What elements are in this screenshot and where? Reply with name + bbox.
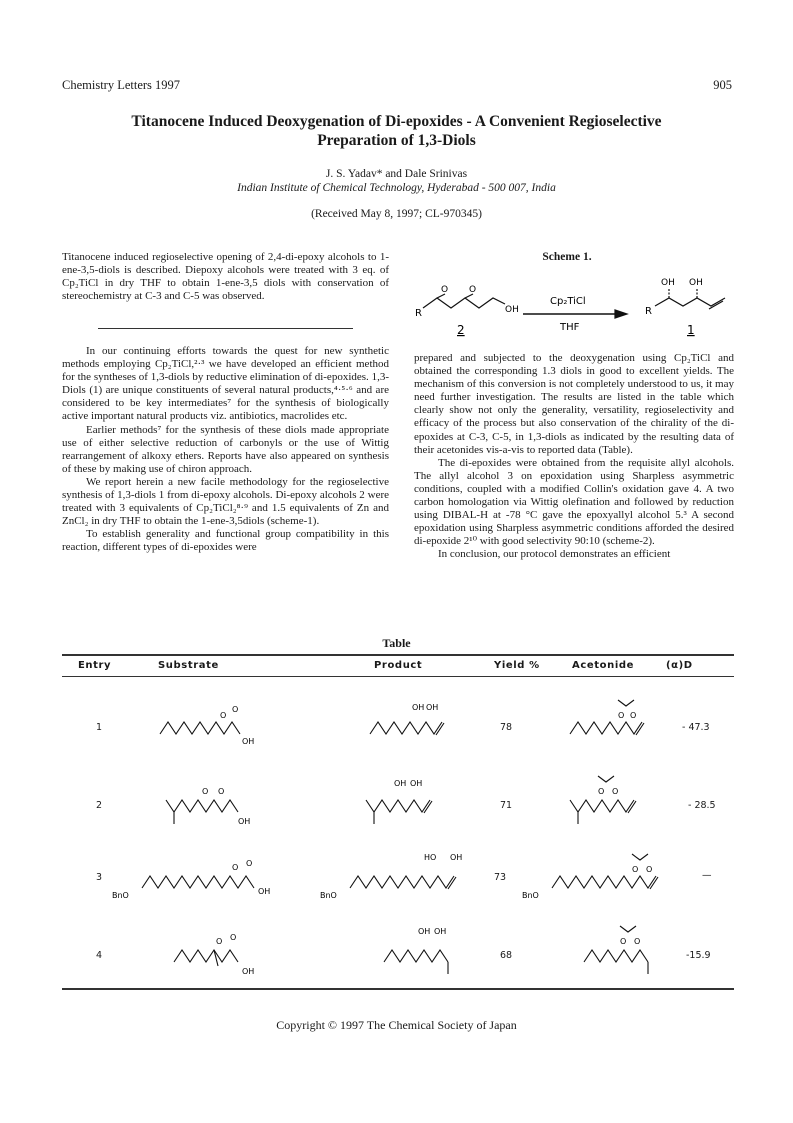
- table-row: [62, 850, 734, 910]
- svg-text:OH: OH: [418, 927, 431, 936]
- yield-value: 71: [500, 800, 513, 811]
- paragraph-results: prepared and subjected to the deoxygenation using Cp₂TiCl and obtained the corresponding 1.3 diols in good to excellent yields. The mechanism of this conversion is not completely understood to us, it may need further investigation. The results are listed in the table which clearly show not only the generality, versatility, regioselectivity and efficacy of the process but also conservation of the chirality of the di-epoxides at C-3, C-5, in 1,3-diols as indicated by the resulting data of their acetonides vis-a-vis to reported data (Table).: [414, 352, 734, 456]
- table-row: [62, 692, 734, 754]
- paragraph-preparation: The di-epoxides were obtained from the requisite allyl alcohols. The allyl alcohol 3 on epoxidation using Sharpless asymmetric conditions, coupled with a modified Collin's oxidation gave 4. A two carbon homologation via Wittig olefination and followed by reduction using DIBAL-H at -78 °C gave the epoxyallyl alcohol 5.³ A second epoxidation using Sharpless asymmetric conditions afforded the desired di-epoxide 2¹⁰ with good selectivity 90:10 (scheme-2).: [414, 456, 734, 548]
- abstract: [62, 251, 389, 303]
- paragraph-generality: To establish generality and functional group compatibility in this reaction, different types of di-epoxides were: [62, 528, 389, 554]
- svg-text:BnO: BnO: [522, 891, 539, 900]
- svg-text:OH: OH: [258, 887, 271, 896]
- table-title: Table: [382, 636, 411, 650]
- reagent-thf: THF: [560, 322, 580, 333]
- product-chain: [655, 298, 725, 306]
- svg-text:O: O: [634, 937, 641, 946]
- svg-text:OH: OH: [242, 967, 255, 976]
- compound-2-label: 2: [457, 323, 465, 337]
- article-title: [0, 112, 793, 150]
- copyright-footer: Copyright © 1997 The Chemical Society of Japan: [276, 1018, 517, 1032]
- svg-text:OH: OH: [238, 817, 251, 826]
- svg-text:O: O: [646, 865, 653, 874]
- atom-oh: OH: [661, 278, 675, 288]
- svg-text:O: O: [218, 787, 225, 796]
- title-line-1: Titanocene Induced Deoxygenation of Di-epoxides - A Convenient Regioselective: [131, 113, 662, 130]
- table-bottom-rule: [62, 988, 734, 990]
- atom-o: O: [441, 285, 449, 295]
- acetonide-structure: [578, 918, 688, 982]
- svg-text:BnO: BnO: [112, 891, 129, 900]
- svg-text:O: O: [232, 705, 239, 714]
- table-top-rule: [62, 654, 734, 656]
- rotation-value: - 28.5: [688, 800, 716, 811]
- svg-text:OH: OH: [450, 853, 463, 862]
- header-yield: Yield %: [494, 660, 540, 671]
- svg-text:O: O: [230, 933, 237, 942]
- rotation-value: - 47.3: [682, 722, 710, 733]
- table-row: [62, 772, 734, 834]
- yield-value: 73: [494, 872, 507, 883]
- svg-text:OH: OH: [394, 779, 407, 788]
- atom-o: O: [469, 285, 477, 295]
- entry-number: 4: [96, 950, 103, 961]
- paragraph-report: We report herein a new facile methodology for the regioselective synthesis of 1,3-diols 1 from di-epoxy alcohols. Di-epoxy alcohols 2 were treated with 3 equivalents of Cp₂TiCl₂⁸·⁹ and 1.5 equivalents of Zn and ZnCl₂ in dry THF to obtain the 1-ene-3,5diols (scheme-1).: [62, 475, 389, 528]
- product-structure: [378, 924, 478, 982]
- svg-text:OH: OH: [242, 737, 255, 746]
- authors: J. S. Yadav* and Dale Srinivas: [325, 168, 468, 180]
- product-structure: [320, 850, 490, 910]
- header-acetonide: Acetonide: [572, 660, 634, 671]
- substrate-structure: [112, 854, 302, 910]
- table-header-rule: [62, 676, 734, 677]
- page-number: 905: [713, 78, 732, 92]
- paragraph-intro: In our continuing efforts towards the quest for new synthetic methods employing Cp₂TiCl,²·³ we have developed an efficient method for the syntheses of 1,3-diols by reductive elimination of di-epoxides. 1,3-Diols (1) are unique constituents of several natural products,⁴·⁵·⁶ and are considered to be key intermediates⁷ for the synthesis of biologically active important natural products viz. antibiotics, macrolides etc.: [62, 345, 389, 423]
- abstract-divider: [98, 328, 353, 329]
- compound-1-label: 1: [687, 323, 695, 337]
- title-line-2: Preparation of 1,3-Diols: [317, 132, 476, 149]
- received-date: (Received May 8, 1997; CL-970345): [311, 208, 482, 220]
- scheme-1-figure: [405, 270, 735, 350]
- header-product: Product: [374, 660, 423, 671]
- svg-text:O: O: [202, 787, 209, 796]
- header-entry: Entry: [78, 660, 112, 671]
- acetonide-structure: [522, 850, 692, 910]
- yield-value: 78: [500, 722, 513, 733]
- svg-text:O: O: [216, 937, 223, 946]
- svg-text:HO: HO: [424, 853, 437, 862]
- svg-text:O: O: [612, 787, 619, 796]
- header-substrate: Substrate: [158, 660, 219, 671]
- svg-text:O: O: [630, 711, 637, 720]
- acetonide-structure: [562, 772, 682, 834]
- header-rotation: (α)D: [666, 660, 693, 671]
- abstract-text: Titanocene induced regioselective opening of 2,4-di-epoxy alcohols to 1-ene-3,5-diols is described. Diepoxy alcohols were treated with 3 eq. of Cp₂TiCl in dry THF to obtain 1-ene-3,5 diols with conservation of stereochemistry at C-3 and C-5 was observed.: [62, 251, 389, 303]
- rotation-value: —: [702, 870, 712, 881]
- svg-text:O: O: [632, 865, 639, 874]
- atom-oh: OH: [689, 278, 703, 288]
- product-structure: [358, 776, 468, 834]
- starting-chain: [423, 298, 505, 308]
- svg-text:O: O: [232, 863, 239, 872]
- yield-value: 68: [500, 950, 513, 961]
- paragraph-earlier-methods: Earlier methods⁷ for the synthesis of these diols made appropriate use of either selective reduction of carbonyls or the use of Wittig rearrangement of alkoxy ethers. Reports have also appeared on synthesis of these by making use of chiron approach.: [62, 423, 389, 475]
- substrate-structure: [168, 926, 278, 982]
- product-structure: [362, 698, 472, 753]
- right-column-body: [414, 352, 734, 562]
- svg-text:OH: OH: [410, 779, 423, 788]
- rotation-value: -15.9: [686, 950, 711, 961]
- atom-oh: OH: [505, 305, 519, 315]
- table-row: [62, 924, 734, 982]
- arrow-head: [615, 310, 627, 318]
- substrate-structure: [158, 776, 278, 834]
- double-bond: [709, 301, 723, 309]
- substrate-structure: [152, 698, 282, 753]
- reagent-cp2ticl: Cp₂TiCl: [550, 296, 586, 307]
- svg-text:BnO: BnO: [320, 891, 337, 900]
- svg-text:O: O: [220, 711, 227, 720]
- atom-r: R: [415, 308, 422, 319]
- affiliation: Indian Institute of Chemical Technology, Hyderabad - 500 007, India: [237, 182, 556, 194]
- left-column-body: [62, 345, 389, 555]
- svg-text:O: O: [618, 711, 625, 720]
- entry-number: 2: [96, 800, 103, 811]
- atom-r: R: [645, 306, 652, 317]
- svg-text:O: O: [598, 787, 605, 796]
- svg-text:OH: OH: [412, 703, 425, 712]
- svg-text:O: O: [246, 859, 253, 868]
- scheme-title: Scheme 1.: [542, 251, 592, 263]
- journal-name: Chemistry Letters 1997: [62, 78, 181, 92]
- paragraph-conclusion: In conclusion, our protocol demonstrates an efficient: [438, 548, 671, 561]
- svg-text:OH: OH: [426, 703, 439, 712]
- entry-number: 3: [96, 872, 103, 883]
- entry-number: 1: [96, 722, 103, 733]
- svg-text:O: O: [620, 937, 627, 946]
- acetonide-structure: [562, 694, 682, 752]
- svg-text:OH: OH: [434, 927, 447, 936]
